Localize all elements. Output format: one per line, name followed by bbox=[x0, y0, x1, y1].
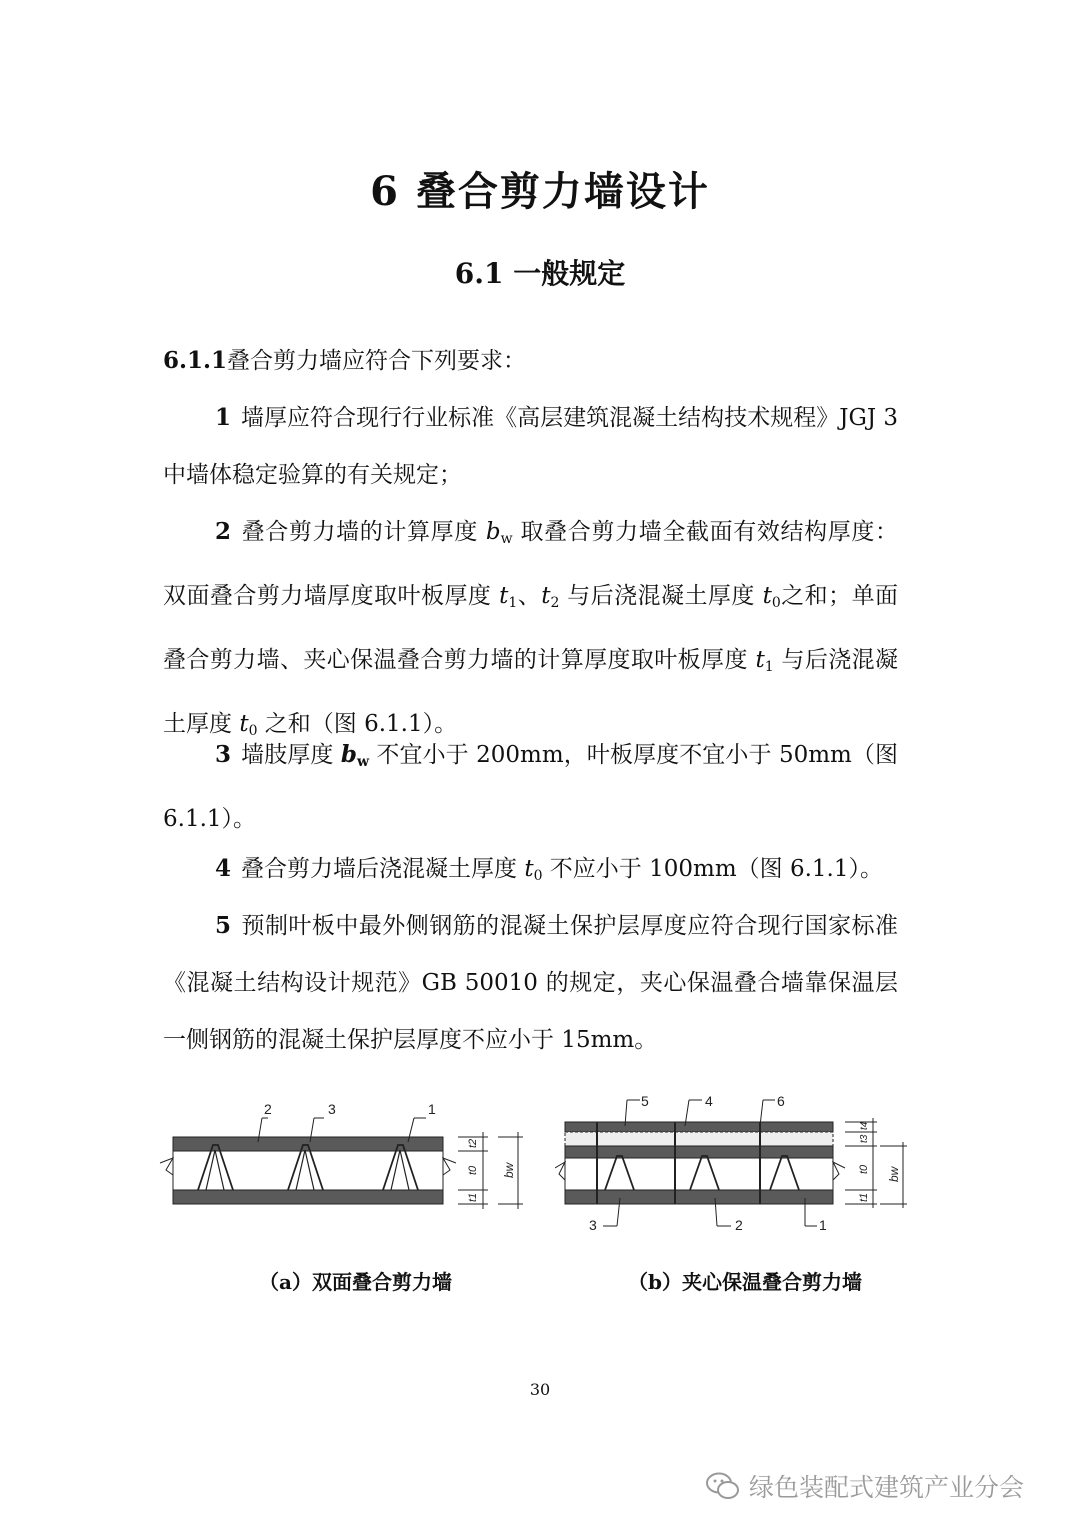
item-4 bbox=[163, 840, 898, 905]
item-text: 、 bbox=[517, 583, 542, 609]
subscript: 1 bbox=[764, 659, 774, 675]
symbol: t bbox=[524, 856, 534, 882]
subscript: 0 bbox=[771, 595, 781, 611]
item-number: 1 bbox=[215, 404, 232, 431]
clause-6-1-1 bbox=[163, 332, 898, 390]
item-text: 墙厚应符合现行行业标准《高层建筑混凝土结构技术规程》JGJ 3 中墙体稳定验算的有关规定； bbox=[163, 405, 898, 488]
callout-1: 1 bbox=[428, 1101, 436, 1117]
truss-rebar bbox=[605, 1156, 634, 1190]
callout-3: 3 bbox=[328, 1101, 336, 1117]
item-text: 墙肢厚度 bbox=[241, 742, 341, 768]
callout-5: 5 bbox=[641, 1093, 649, 1109]
bottom-panel bbox=[565, 1190, 833, 1204]
truss-rebar bbox=[770, 1156, 799, 1190]
page-number: 30 bbox=[529, 1380, 551, 1399]
subscript: w bbox=[500, 531, 513, 547]
item-number: 3 bbox=[215, 741, 232, 768]
dim-t3: t3 bbox=[859, 1134, 870, 1143]
watermark bbox=[705, 1468, 1024, 1504]
item-text: 与后浇混凝土厚度 bbox=[559, 583, 763, 609]
outer-panel bbox=[565, 1122, 833, 1132]
item-text: 之和（图 6.1.1）。 bbox=[257, 711, 458, 737]
symbol: b bbox=[485, 519, 501, 545]
section-title: 6.1 一般规定 bbox=[454, 257, 626, 290]
wechat-icon bbox=[705, 1471, 741, 1501]
item-text: 叠合剪力墙后浇混凝土厚度 bbox=[241, 856, 525, 882]
figure-b-sandwich-wall bbox=[555, 1090, 925, 1250]
item-2 bbox=[163, 503, 898, 760]
dim-t1: t1 bbox=[858, 1192, 870, 1202]
callout-2: 2 bbox=[735, 1217, 743, 1233]
figure-a-double-sided-wall bbox=[158, 1090, 538, 1230]
symbol: b bbox=[340, 741, 357, 768]
callout-6: 6 bbox=[777, 1093, 785, 1109]
item-number: 5 bbox=[215, 912, 232, 939]
subscript: 0 bbox=[533, 868, 543, 884]
figure-b-caption: （b）夹心保温叠合剪力墙 bbox=[628, 1270, 862, 1294]
item-number: 2 bbox=[215, 518, 232, 545]
item-1 bbox=[163, 389, 898, 504]
subscript: 1 bbox=[508, 595, 518, 611]
item-text: 叠合剪力墙的计算厚度 bbox=[241, 519, 486, 545]
item-text: 与后浇混凝土厚度 bbox=[163, 647, 898, 737]
subscript: w bbox=[356, 754, 370, 770]
symbol: t bbox=[239, 711, 249, 737]
dim-bw: bw bbox=[502, 1162, 516, 1178]
symbol: t bbox=[499, 583, 509, 609]
item-text: 预制叶板中最外侧钢筋的混凝土保护层厚度应符合现行国家标准《混凝土结构设计规范》GB 50010 的规定，夹心保温叠合墙靠保温层一侧钢筋的混凝土保护层厚度不应小于 15mm。 bbox=[163, 913, 898, 1053]
item-text: 之和；单面叠合剪力墙、夹心保温叠合剪力墙的计算厚度取叶板厚度 bbox=[163, 583, 899, 673]
truss-rebar bbox=[690, 1156, 719, 1190]
bottom-panel bbox=[173, 1190, 443, 1204]
top-panel bbox=[565, 1146, 833, 1158]
top-panel bbox=[173, 1137, 443, 1151]
item-number: 4 bbox=[215, 855, 232, 882]
dim-t4: t4 bbox=[859, 1121, 870, 1130]
subscript: 0 bbox=[248, 723, 258, 739]
symbol: t bbox=[762, 583, 772, 609]
dim-t2: t2 bbox=[467, 1138, 479, 1148]
insulation-layer bbox=[565, 1132, 833, 1146]
dim-t0: t0 bbox=[858, 1164, 870, 1174]
item-text: 不宜小于 200mm，叶板厚度不宜小于 50mm（图 6.1.1）。 bbox=[163, 742, 899, 832]
callout-1: 1 bbox=[819, 1217, 827, 1233]
subscript: 2 bbox=[550, 595, 560, 611]
clause-text: 叠合剪力墙应符合下列要求： bbox=[227, 348, 527, 374]
clause-number: 6.1.1 bbox=[163, 347, 228, 374]
symbol: t bbox=[541, 583, 551, 609]
dim-t1: t1 bbox=[467, 1192, 479, 1202]
item-3 bbox=[163, 726, 898, 848]
chapter-title: 6 叠合剪力墙设计 bbox=[370, 168, 710, 215]
watermark-text: 绿色装配式建筑产业分会 bbox=[749, 1473, 1025, 1502]
figure-a-caption: （a）双面叠合剪力墙 bbox=[259, 1270, 452, 1294]
dim-t0: t0 bbox=[467, 1165, 479, 1175]
item-text: 不应小于 100mm（图 6.1.1）。 bbox=[542, 856, 883, 882]
symbol: t bbox=[755, 647, 765, 673]
callout-2: 2 bbox=[264, 1101, 272, 1117]
dim-bw: bw bbox=[887, 1166, 901, 1182]
item-text: 取叠合剪力墙全截面有效结构厚度：双面叠合剪力墙厚度取叶板厚度 bbox=[163, 519, 899, 609]
callout-4: 4 bbox=[705, 1093, 713, 1109]
item-5 bbox=[163, 897, 898, 1069]
callout-3: 3 bbox=[589, 1217, 597, 1233]
